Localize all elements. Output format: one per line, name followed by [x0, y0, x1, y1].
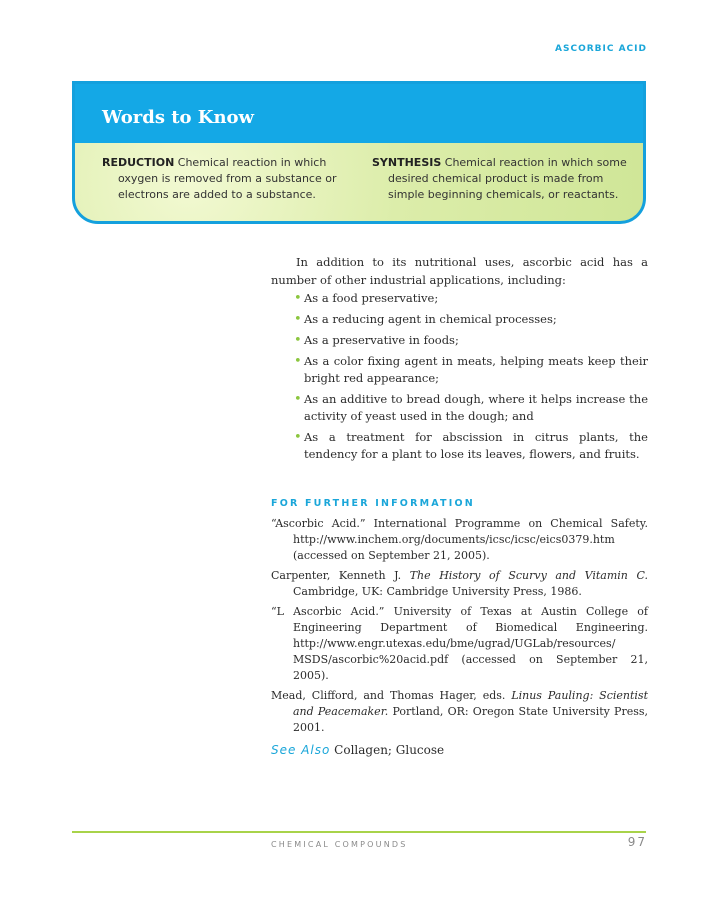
bullet-icon: •: [294, 354, 302, 369]
definition-reduction: [102, 155, 363, 203]
reference-title: Linus Pauling: Scientist and Peacemaker.: [293, 689, 648, 718]
see-also-text: Collagen; Glucose: [334, 743, 445, 757]
reference-text: Mead, Clifford, and Thomas Hager, eds.: [271, 689, 512, 702]
list-item-text: As a preservative in foods;: [304, 333, 459, 347]
list-item: [271, 429, 648, 463]
list-item-text: As a food preservative;: [304, 291, 439, 305]
list-item-text: As a color fixing agent in meats, helping meats keep their bright red appearance;: [304, 354, 648, 385]
bullet-icon: •: [294, 430, 302, 445]
intro-paragraph: In addition to its nutritional uses, ascorbic acid has a number of other industrial applications, including:: [271, 255, 648, 287]
page-number: 97: [627, 835, 647, 849]
reference-item: [271, 604, 648, 684]
list-item: [271, 290, 648, 307]
reference-text: “Ascorbic Acid.” International Programme on Chemical Safety. http://www.inchem.org/documents/icsc/icsc/eics0379.htm (accessed on September 21, 2005).: [271, 517, 648, 562]
reference-text: Carpenter, Kenneth J.: [271, 569, 410, 582]
list-item: [271, 332, 648, 349]
bullet-icon: •: [294, 392, 302, 407]
list-item: [271, 311, 648, 328]
reference-text: “L Ascorbic Acid.” University of Texas at Austin College of Engineering Department of Biomedical Engineering. http://www.engr.utexas.edu/bme/ugrad/UGLab/resources/ MSDS/ascorbic%20acid.pdf (accessed on September 21, 2005).: [271, 605, 648, 682]
reference-text: Cambridge, UK: Cambridge University Press, 1986.: [293, 585, 582, 598]
list-item: [271, 353, 648, 387]
footer-book-title: CHEMICAL COMPOUNDS: [271, 840, 408, 849]
definition-text: Chemical reaction in which oxygen is removed from a substance or electrons are added to a substance.: [118, 156, 337, 201]
bullet-icon: •: [294, 291, 302, 306]
words-to-know-title: Words to Know: [102, 107, 255, 128]
reference-item: [271, 688, 648, 736]
see-also-label: See Also: [271, 743, 331, 757]
reference-item: [271, 516, 648, 564]
see-also: [271, 743, 648, 757]
list-item: [271, 391, 648, 425]
reference-text: Portland, OR: Oregon State University Press, 2001.: [293, 705, 648, 734]
list-item-text: As an additive to bread dough, where it helps increase the activity of yeast used in the dough; and: [304, 392, 648, 423]
definition-term: SYNTHESIS: [372, 156, 442, 169]
bullet-icon: •: [294, 312, 302, 327]
words-to-know-box: [72, 81, 646, 224]
reference-title: The History of Scurvy and Vitamin C.: [409, 569, 648, 582]
reference-item: [271, 568, 648, 600]
further-info-heading: FOR FURTHER INFORMATION: [271, 498, 475, 509]
definition-text: Chemical reaction in which some desired chemical product is made from simple beginning chemicals, or reactants.: [388, 156, 627, 201]
bullet-icon: •: [294, 333, 302, 348]
list-item-text: As a reducing agent in chemical processes;: [304, 312, 557, 326]
references-list: [271, 516, 648, 740]
definition-term: REDUCTION: [102, 156, 175, 169]
list-item-text: As a treatment for abscission in citrus plants, the tendency for a plant to lose its leaves, flowers, and fruits.: [304, 430, 648, 461]
definition-synthesis: [372, 155, 633, 203]
footer-divider: [72, 831, 646, 833]
running-head: ASCORBIC ACID: [555, 44, 647, 54]
applications-list: [271, 290, 648, 467]
